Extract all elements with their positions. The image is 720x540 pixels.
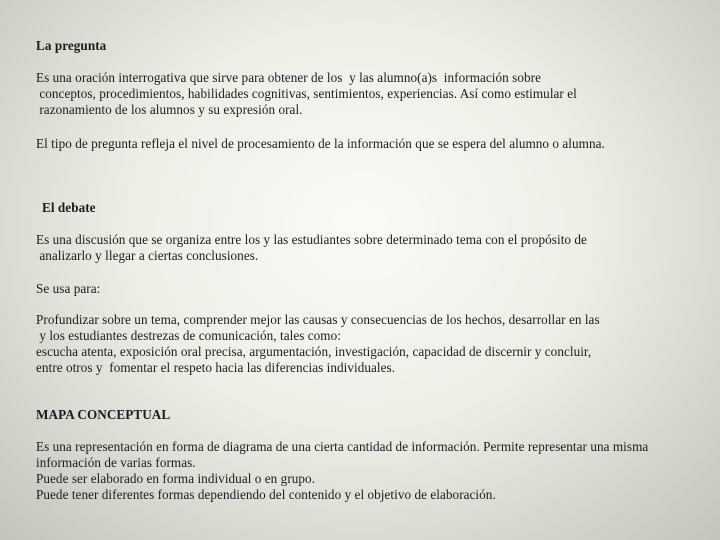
section-heading-pregunta: La pregunta — [36, 38, 107, 53]
debate-text-line: y los estudiantes destrezas de comunicación, tales como: — [36, 328, 341, 343]
pregunta-text-line: razonamiento de los alumnos y su expresión oral. — [36, 102, 303, 117]
section-heading-debate: El debate — [42, 200, 96, 215]
mapa-text-line: Puede ser elaborado en forma individual o en grupo. — [36, 471, 316, 486]
debate-text-line: analizarlo y llegar a ciertas conclusiones. — [36, 248, 259, 263]
pregunta-text-line: El tipo de pregunta refleja el nivel de procesamiento de la información que se espera del alumno o alumna. — [36, 136, 605, 151]
mapa-text-line: Es una representación en forma de diagrama de una cierta cantidad de información. Permite representar una misma — [36, 439, 649, 454]
mapa-text-line: Puede tener diferentes formas dependiendo del contenido y el objetivo de elaboración. — [36, 487, 496, 502]
mapa-text-line: información de varias formas. — [36, 455, 196, 470]
pregunta-text-line: conceptos, procedimientos, habilidades cognitivas, sentimientos, experiencias. Así como estimular el — [36, 86, 577, 101]
debate-text-line: Profundizar sobre un tema, comprender mejor las causas y consecuencias de los hechos, desarrollar en las — [36, 312, 600, 327]
section-heading-mapa: MAPA CONCEPTUAL — [36, 407, 171, 422]
debate-text-line: entre otros y fomentar el respeto hacia las diferencias individuales. — [36, 360, 396, 375]
debate-text-line: Se usa para: — [36, 281, 101, 296]
debate-text-line: Es una discusión que se organiza entre los y las estudiantes sobre determinado tema con el propósito de — [36, 232, 587, 247]
debate-text-line: escucha atenta, exposición oral precisa, argumentación, investigación, capacidad de discernir y concluir, — [36, 344, 592, 359]
pregunta-text-line: Es una oración interrogativa que sirve para obtener de los y las alumno(a)s información sobre — [36, 70, 541, 85]
